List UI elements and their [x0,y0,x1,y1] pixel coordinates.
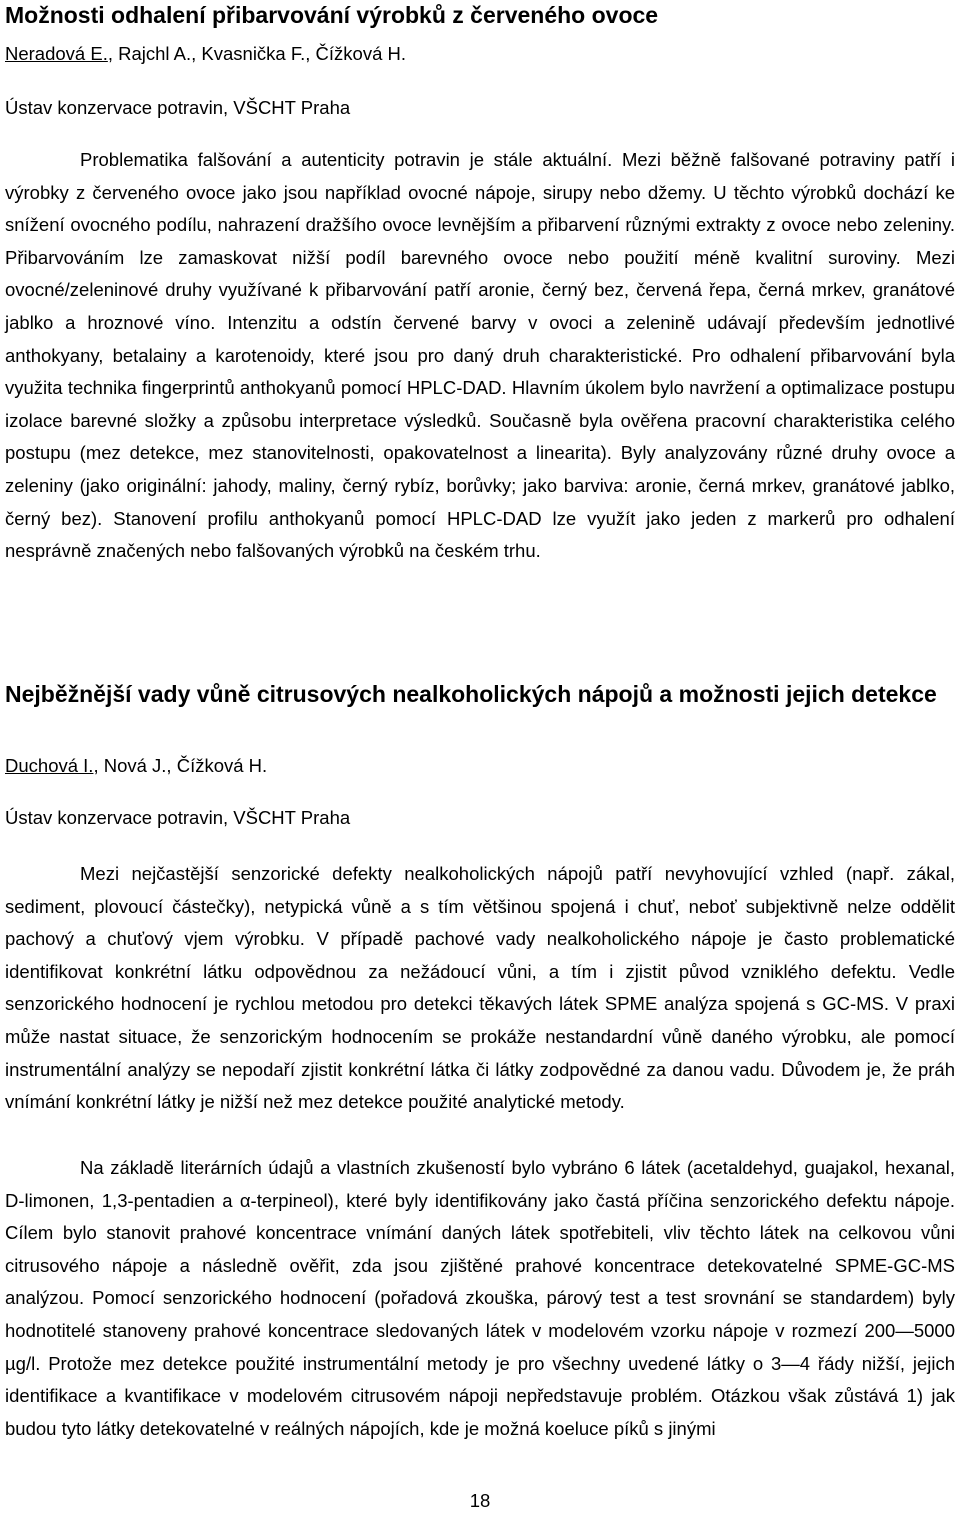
article-title: Nejběžnější vady vůně citrusových nealkoholických nápojů a možnosti jejich detekce [5,681,937,707]
article-title: Možnosti odhalení přibarvování výrobků z červeného ovoce [5,2,659,28]
co-authors: , Rajchl A., Kvasnička F., Čížková H. [107,43,407,64]
page-number: 18 [469,1490,491,1511]
abstract-text: Na základě literárních údajů a vlastních zkušeností bylo vybráno 6 látek (acetaldehyd, guajakol, hexanal, D-limonen, 1,3-pentadien a α-terpineol), které byly identifikovány jako častá příčina senzorického defektu nápoje. Cílem bylo stanovit prahové koncentrace vnímání daných látek spotřebiteli, vliv těchto látek na celkovou vůni citrusového nápoje a následně ověřit, zda jsou zjištěné prahové koncentrace detekovatelné SPME-GC-MS analýzou. Pomocí senzorického hodnocení (pořadová zkouška, párový test a test srovnání se standardem) byly hodnotitelé stanoveny prahové koncentrace sledovaných látek v modelovém vzorku nápoje v rozmezí 200—5000 µg/l. Protože mez detekce použité instrumentální metody je pro všechny uvedené látky o 3—4 řády nižší, jejich identifikace a kvantifikace v modelovém citrusovém nápoji nepředstavuje problém. Otázkou však zůstává 1) jak budou tyto látky detekovatelné v reálných nápojích, kde je možná koeluce píků s jinými [5,1157,955,1439]
affiliation: Ústav konzervace potravin, VŠCHT Praha [5,97,351,118]
abstract-text: Problematika falšování a autenticity potravin je stále aktuální. Mezi běžně falšované potraviny patří i výrobky z červeného ovoce jako jsou například ovocné nápoje, sirupy nebo džemy. U těchto výrobků dochází ke snížení ovocného podílu, nahrazení dražšího ovoce levnějším a přibarvení různými extrakty z ovoce nebo zeleniny. Přibarvováním lze zamaskovat nižší podíl barevného ovoce nebo použití méně kvalitní suroviny. Mezi ovocné/zeleninové druhy využívané k přibarvování patří aronie, černý bez, červená řepa, černá mrkev, granátové jablko a hroznové víno. Intenzitu a odstín červené barvy v ovoci a zelenině udávají především jednotlivé anthokyany, betalainy a karotenoidy, které jsou pro daný druh charakteristické. Pro odhalení přibarvování byla využita technika fingerprintů anthokyanů pomocí HPLC-DAD. Hlavním úkolem bylo navržení a optimalizace postupu izolace barevné složky a způsobu interpretace výsledků. Současně byla ověřena pracovní charakteristika celého postupu (mez detekce, mez stanovitelnosti, opakovatelnost a linearita). Byly analyzovány různé druhy ovoce a zeleniny (jako originální: jahody, maliny, černý rybíz, borůvky; jako barviva: aronie, černá mrkev, granátové jablko, černý bez). Stanovení profilu anthokyanů pomocí HPLC-DAD lze využít jako jeden z markerů pro odhalení nesprávně značených nebo falšovaných výrobků na českém trhu. [5,149,955,562]
affiliation: Ústav konzervace potravin, VŠCHT Praha [5,807,351,828]
abstract-paragraph [5,144,955,568]
presenting-author: Duchová I. [5,755,94,776]
author-list [5,41,406,67]
abstract-text: Mezi nejčastější senzorické defekty nealkoholických nápojů patří nevyhovující vzhled (např. zákal, sediment, plovoucí částečky), netypická vůně a s tím většinou spojená i chuť, neboť subjektivně nelze oddělit pachový a chuťový vjem výrobku. V případě pachové vady nealkoholického nápoje je často problematické identifikovat konkrétní látku odpovědnou za nežádoucí vůni, a tím i zjistit původ vzniklého defektu. Vedle senzorického hodnocení je rychlou metodou pro detekci těkavých látek SPME analýza spojená s GC-MS. V praxi může nastat situace, že senzorickým hodnocením se prokáže nestandardní vůně daného výrobku, ale pomocí instrumentální analýzy se nepodaří zjistit konkrétní látka či látky zodpovědné za danou vadu. Důvodem je, že práh vnímání konkrétní látky je nižší než mez detekce použité analytické metody. [5,863,955,1113]
co-authors: , Nová J., Čížková H. [93,755,268,776]
abstract-paragraph [5,858,955,1119]
abstract-paragraph [5,1152,955,1445]
presenting-author: Neradová E. [5,43,108,64]
author-list [5,753,267,779]
